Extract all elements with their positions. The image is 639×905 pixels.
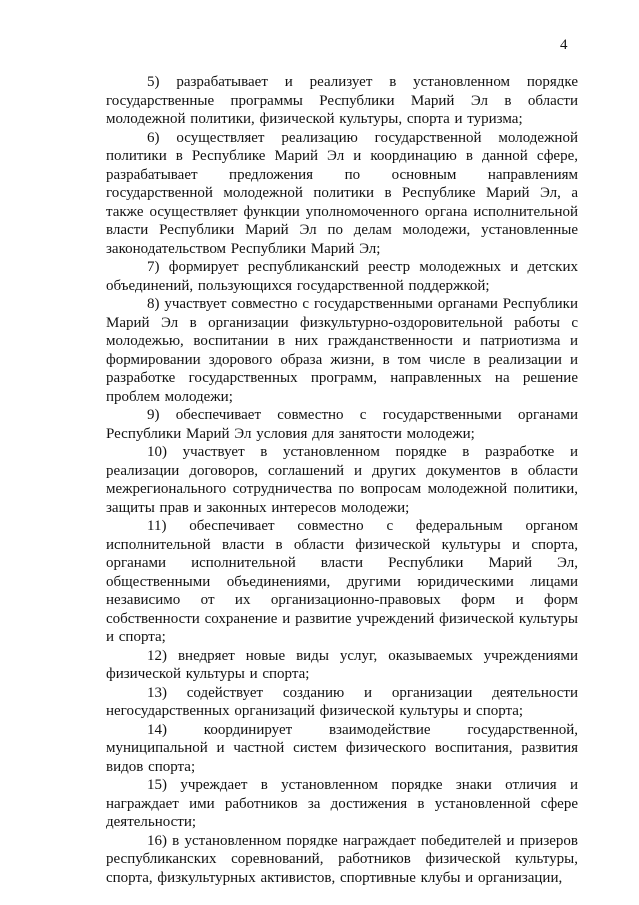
paragraph-item-7: 7) формирует республиканский реестр молодежных и детских объединений, пользующихся государственной поддержкой; <box>106 259 578 294</box>
paragraph-item-12: 12) внедряет новые виды услуг, оказываемых учреждениями физической культуры и спорта; <box>106 647 578 682</box>
paragraph-item-13: 13) содействует созданию и организации деятельности негосударственных организаций физической культуры и спорта; <box>106 684 578 719</box>
paragraph-item-11: 11) обеспечивает совместно с федеральным органом исполнительной власти в области физической культуры и спорта, органами исполнительной власти Республики Марий Эл, общественными объединениями, другими юридическими лицами независимо от их организационно-правовых форм и форм собственности сохранение и развитие учреждений физической культуры и спорта; <box>106 518 578 645</box>
paragraph-item-14: 14) координирует взаимодействие государственной, муниципальной и частной систем физического воспитания, развития видов спорта; <box>106 721 578 775</box>
paragraph-item-8: 8) участвует совместно с государственными органами Республики Марий Эл в организации физкультурно-оздоровительной работы с молодежью, воспитании в них гражданственности и патриотизма и формировании здорового образа жизни, в том числе в реализации и разработке государственных программ, направленных на решение проблем молодежи; <box>106 296 578 405</box>
paragraph-item-10: 10) участвует в установленном порядке в разработке и реализации договоров, соглашений и других документов в области межрегионального сотрудничества по вопросам молодежной политики, защиты прав и законных интересов молодежи; <box>106 444 578 516</box>
page-number: 4 <box>560 37 568 53</box>
paragraph-item-9: 9) обеспечивает совместно с государственными органами Республики Марий Эл условия для занятости молодежи; <box>106 407 578 442</box>
paragraph-item-5: 5) разрабатывает и реализует в установленном порядке государственные программы Республики Марий Эл в области молодежной политики, физической культуры, спорта и туризма; <box>106 74 578 127</box>
paragraph-item-16: 16) в установленном порядке награждает победителей и призеров республиканских соревнований, работников физической культуры, спорта, физкультурных активистов, спортивные клубы и организации, <box>106 832 578 886</box>
paragraph-item-15: 15) учреждает в установленном порядке знаки отличия и награждает ими работников за достижения в установленной сфере деятельности; <box>106 777 578 830</box>
document-body <box>106 73 578 887</box>
paragraph-item-6: 6) осуществляет реализацию государственной молодежной политики в Республике Марий Эл и координацию в данной сфере, разрабатывает предложения по основным направлениям государственной молодежной политики в Республике Марий Эл, а также осуществляет функции уполномоченного органа исполнительной власти Республики Марий Эл по делам молодежи, установленные законодательством Республики Марий Эл; <box>106 129 578 257</box>
